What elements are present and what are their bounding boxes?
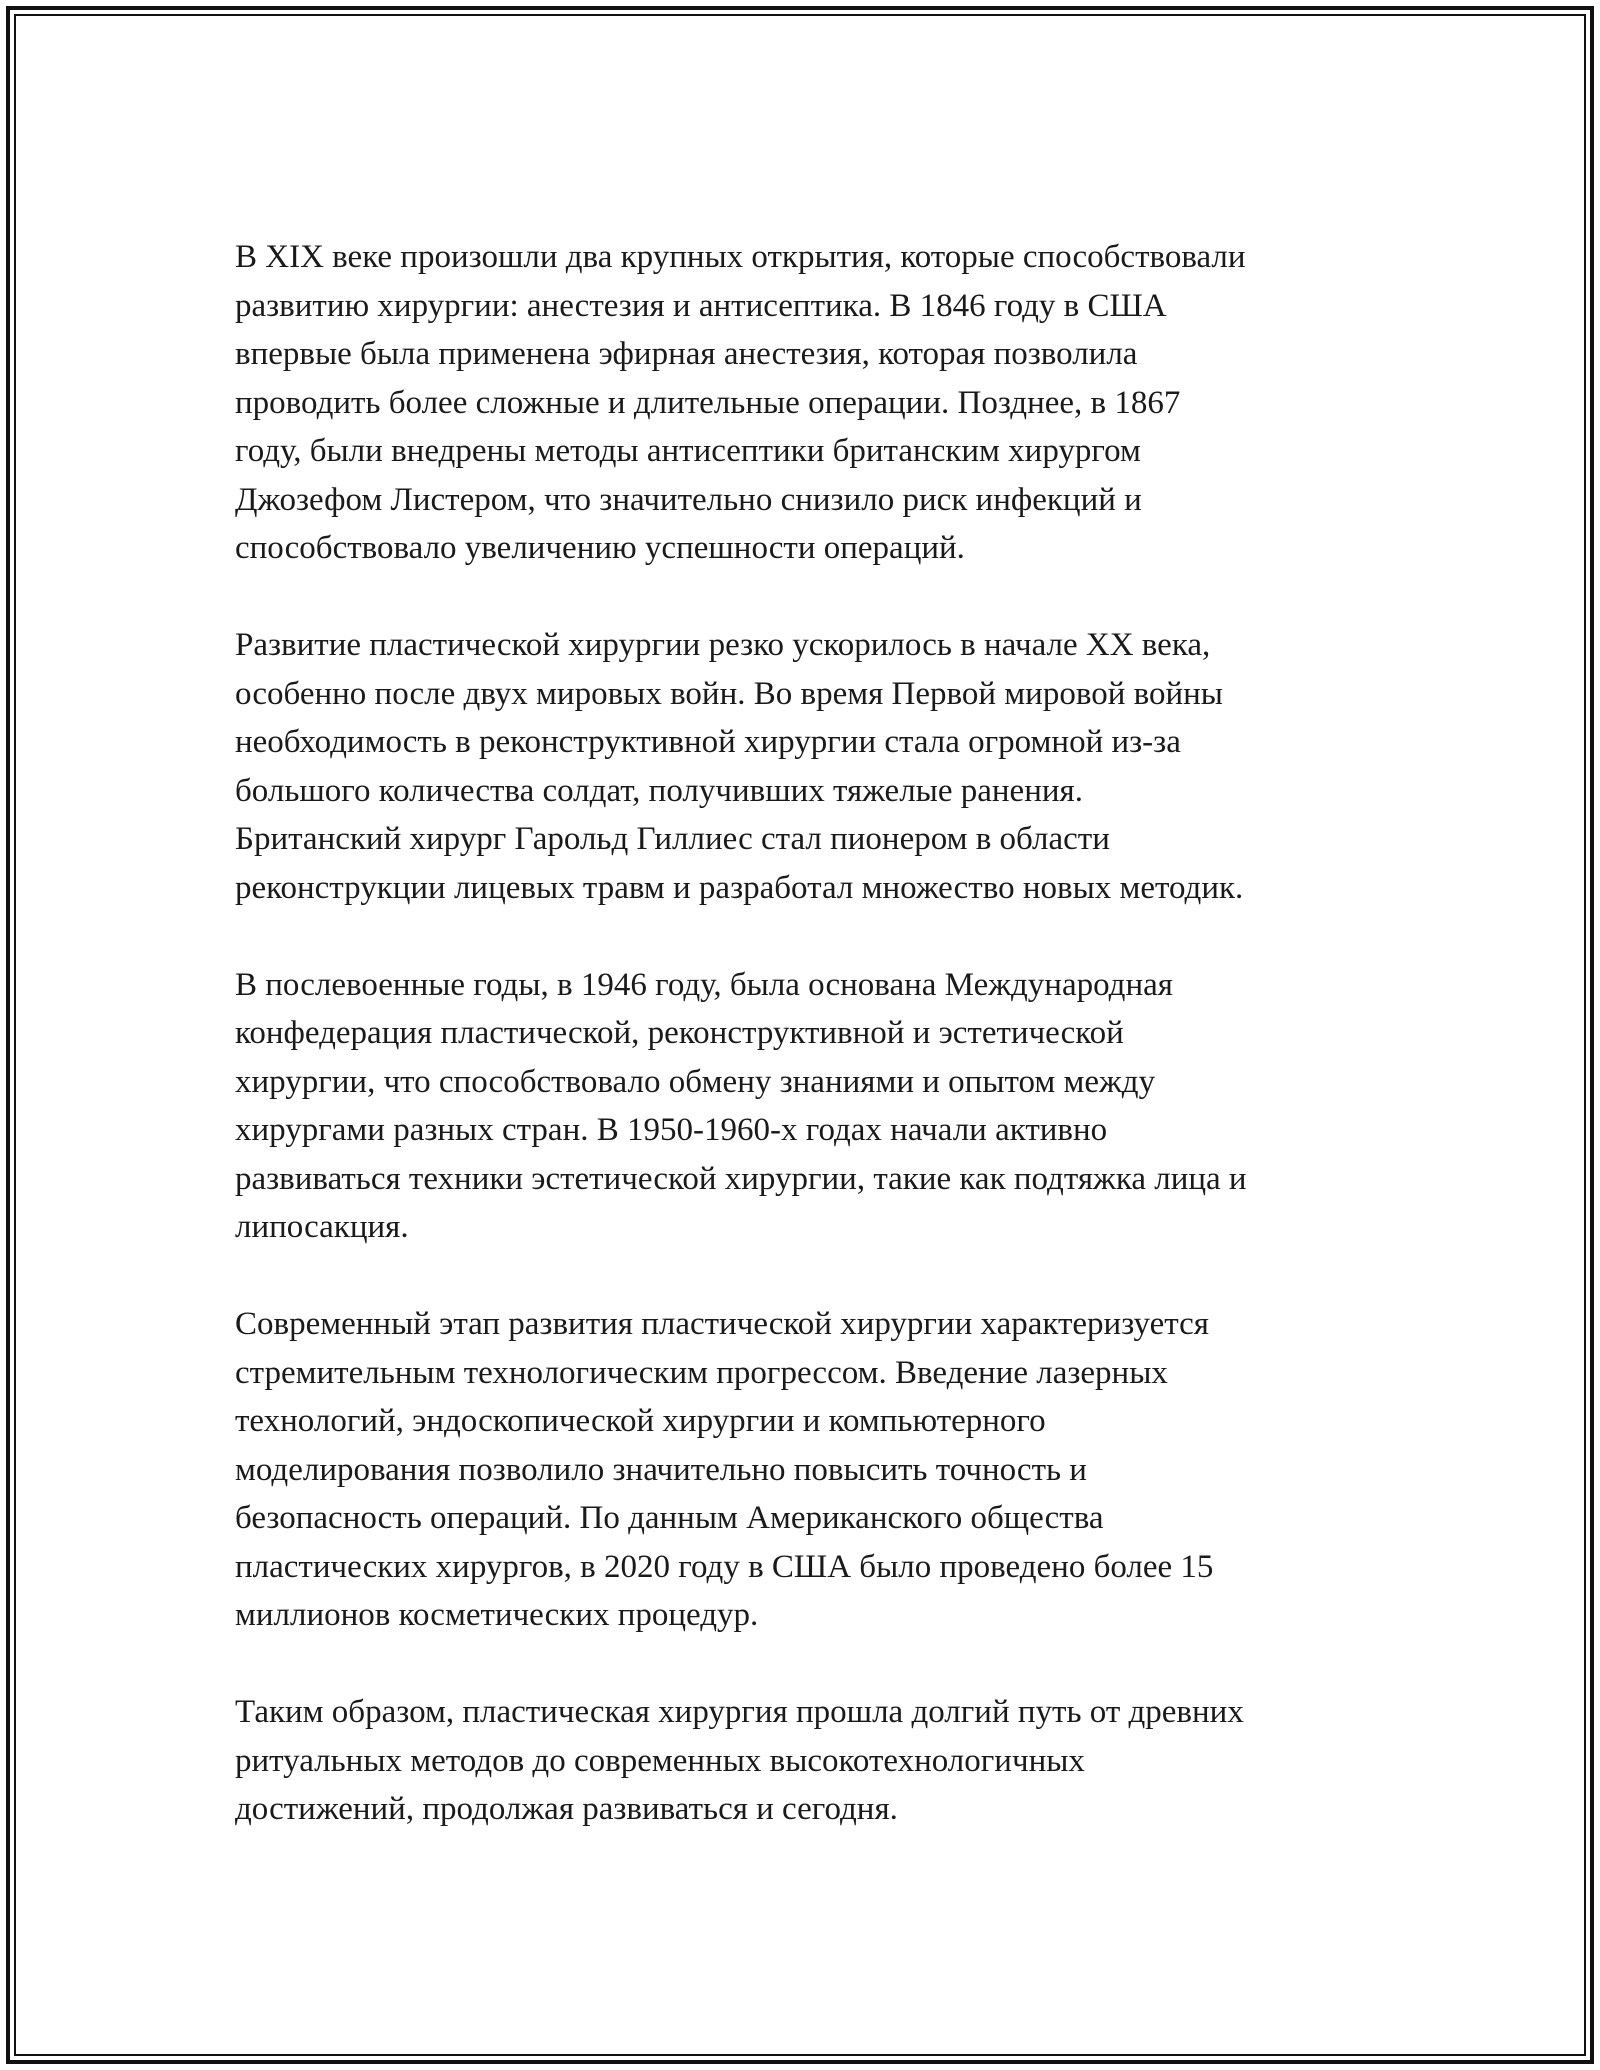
text-line: хирургии, что способствовало обмену знаниями и опытом между — [235, 1063, 1156, 1100]
text-line: хирургами разных стран. В 1950-1960-х годах начали активно — [235, 1112, 1108, 1148]
paragraph-1 — [235, 233, 1435, 573]
text-line: Развитие пластической хирургии резко ускорилось в начале XX века, — [235, 627, 1211, 663]
text-line: Современный этап развития пластической хирургии характеризуется — [235, 1306, 1209, 1342]
text-line: Таким образом, пластическая хирургия прошла долгий путь от древних — [235, 1694, 1244, 1730]
text-line: ритуальных методов до современных высокотехнологичных — [235, 1742, 1085, 1779]
text-line: Британский хирург Гарольд Гиллиес стал пионером в области — [235, 821, 1110, 857]
document-body — [235, 233, 1435, 1882]
text-line: развиваться техники эстетической хирургии, такие как подтяжка лица и — [235, 1160, 1247, 1197]
paragraph-2 — [235, 621, 1435, 912]
text-line: способствовало увеличению успешности операций. — [235, 530, 965, 566]
text-line: впервые была применена эфирная анестезия, которая позволила — [235, 336, 1138, 372]
text-line: конфедерация пластической, реконструктивной и эстетической — [235, 1015, 1124, 1051]
paragraph-4 — [235, 1300, 1435, 1640]
text-line: липосакция. — [235, 1209, 409, 1245]
text-line: достижений, продолжая развиваться и сегодня. — [235, 1791, 898, 1827]
text-line: пластических хирургов, в 2020 году в США было проведено более 15 — [235, 1548, 1214, 1585]
text-line: реконструкции лицевых травм и разработал множество новых методик. — [235, 869, 1244, 906]
text-line: развитию хирургии: анестезия и антисептика. В 1846 году в США — [235, 287, 1167, 324]
text-line: особенно после двух мировых войн. Во время Первой мировой войны — [235, 675, 1223, 712]
paragraph-3 — [235, 961, 1435, 1252]
text-line: В XIX веке произошли два крупных открытия, которые способствовали — [235, 239, 1246, 275]
text-line: большого количества солдат, получивших тяжелые ранения. — [235, 772, 1083, 809]
text-line: миллионов косметических процедур. — [235, 1597, 759, 1633]
text-line: Джозефом Листером, что значительно снизило риск инфекций и — [235, 481, 1142, 518]
text-line: необходимость в реконструктивной хирургии стала огромной из-за — [235, 724, 1181, 760]
text-line: безопасность операций. По данным Американского общества — [235, 1500, 1104, 1536]
text-line: проводить более сложные и длительные операции. Позднее, в 1867 — [235, 384, 1181, 421]
paragraph-5 — [235, 1688, 1435, 1834]
text-line: году, были внедрены методы антисептики британским хирургом — [235, 433, 1141, 469]
text-line: моделирования позволило значительно повысить точность и — [235, 1451, 1087, 1488]
text-line: стремительным технологическим прогрессом. Введение лазерных — [235, 1354, 1168, 1391]
text-line: В послевоенные годы, в 1946 году, была основана Международная — [235, 966, 1173, 1003]
text-line: технологий, эндоскопической хирургии и компьютерного — [235, 1403, 1046, 1439]
